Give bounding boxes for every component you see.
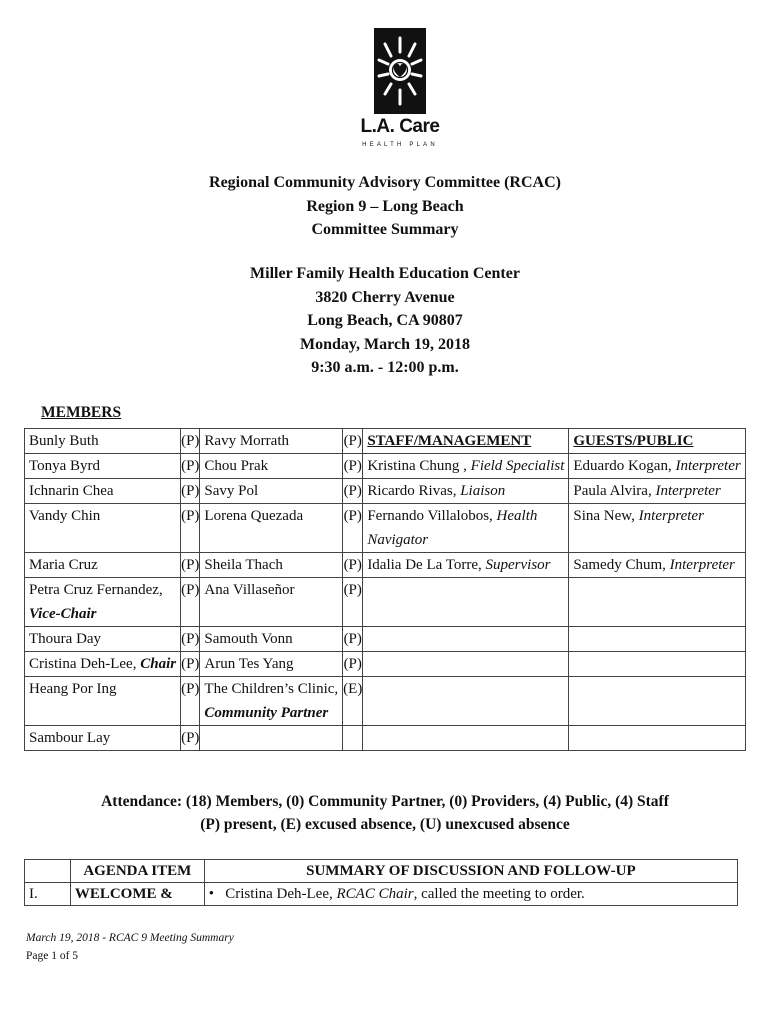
staff-name: Idalia De La Torre, — [367, 557, 482, 573]
member-name: Tonya Byrd — [25, 454, 181, 479]
table-row — [25, 454, 746, 479]
attendance-legend: (P) present, (E) excused absence, (U) unexcused absence — [200, 816, 570, 833]
guest-entry — [569, 553, 745, 578]
footer-title: March 19, 2018 - RCAC 9 Meeting Summary — [26, 932, 234, 944]
staff-role: Health — [496, 508, 538, 524]
summary-role: RCAC Chair — [336, 886, 414, 902]
member-status: (P) — [181, 553, 200, 578]
summary-text: Cristina Deh-Lee, — [225, 886, 333, 902]
member-status: (P) — [343, 479, 363, 504]
guest-name: Samedy Chum, — [573, 557, 666, 573]
table-row — [25, 553, 746, 578]
member-name: Sheila Thach — [200, 553, 343, 578]
staff-role: Supervisor — [485, 557, 551, 573]
attendance-counts: Attendance: (18) Members, (0) Community Partner, (0) Providers, (4) Public, (4) Staff — [101, 793, 669, 810]
staff-name: Ricardo Rivas, — [367, 483, 457, 499]
staff-header: STAFF/MANAGEMENT — [363, 429, 569, 454]
guest-entry — [569, 454, 745, 479]
guest-name: Sina New, — [573, 508, 635, 524]
member-name: Arun Tes Yang — [200, 652, 343, 677]
empty-cell — [569, 677, 745, 726]
guest-role: Interpreter — [675, 458, 741, 474]
empty-cell — [569, 726, 745, 751]
member-name: Bunly Buth — [25, 429, 181, 454]
member-name: Lorena Quezada — [200, 504, 343, 553]
table-row — [25, 429, 746, 454]
member-status: (P) — [343, 429, 363, 454]
table-row — [25, 726, 746, 751]
member-name: Chou Prak — [200, 454, 343, 479]
staff-entry — [363, 479, 569, 504]
document-title — [0, 171, 770, 242]
table-row — [25, 677, 746, 726]
agenda-item: WELCOME & — [70, 883, 204, 906]
address: 3820 Cherry Avenue — [315, 288, 455, 306]
agenda-number: I. — [25, 883, 71, 906]
bullet-icon: • — [208, 886, 215, 902]
summary-text-end: , called the meeting to order. — [413, 886, 585, 902]
staff-role-cont: Navigator — [367, 532, 429, 548]
sun-heart-icon — [360, 26, 440, 116]
title-line-1: Regional Community Advisory Committee (RCAC) — [209, 174, 561, 191]
page-number: Page 1 of 5 — [26, 950, 79, 962]
logo-name: L.A. Care — [360, 116, 440, 137]
meeting-date: Monday, March 19, 2018 — [300, 335, 470, 353]
member-status: (P) — [343, 578, 363, 627]
empty-cell — [569, 627, 745, 652]
empty-cell — [25, 860, 71, 883]
empty-cell — [569, 578, 745, 627]
member-role: Vice-Chair — [29, 606, 97, 622]
staff-role: Liaison — [460, 483, 506, 499]
member-status: (P) — [343, 553, 363, 578]
member-name — [25, 578, 181, 627]
staff-entry — [363, 454, 569, 479]
la-care-logo — [360, 26, 440, 158]
member-name — [200, 677, 343, 726]
staff-entry — [363, 504, 569, 553]
page-footer — [26, 929, 234, 965]
empty-cell — [363, 652, 569, 677]
member-status: (P) — [181, 454, 200, 479]
title-line-3: Committee Summary — [311, 221, 459, 238]
agenda-table — [24, 859, 738, 906]
empty-cell — [363, 627, 569, 652]
guest-role: Interpreter — [638, 508, 704, 524]
guest-entry — [569, 479, 745, 504]
member-status: (P) — [343, 652, 363, 677]
table-row — [25, 883, 738, 906]
member-name: Sambour Lay — [25, 726, 181, 751]
table-row — [25, 627, 746, 652]
table-row — [25, 479, 746, 504]
member-name: Samouth Vonn — [200, 627, 343, 652]
member-name-text: Petra Cruz Fernandez, — [29, 582, 163, 598]
logo-subtitle: HEALTH PLAN — [362, 142, 438, 148]
member-status: (E) — [343, 677, 363, 726]
empty-cell — [200, 726, 343, 751]
member-name-text: Cristina Deh-Lee, — [29, 656, 137, 672]
meeting-location — [0, 262, 770, 380]
summary-header: SUMMARY OF DISCUSSION AND FOLLOW-UP — [204, 860, 737, 883]
guest-entry — [569, 504, 745, 553]
staff-name: Kristina Chung , — [367, 458, 467, 474]
member-status: (P) — [343, 504, 363, 553]
member-status: (P) — [181, 504, 200, 553]
member-status: (P) — [181, 479, 200, 504]
member-status: (P) — [181, 429, 200, 454]
member-status: (P) — [181, 652, 200, 677]
guests-header: GUESTS/PUBLIC — [569, 429, 745, 454]
guest-role: Interpreter — [669, 557, 735, 573]
member-name: Heang Por Ing — [25, 677, 181, 726]
guest-role: Interpreter — [655, 483, 721, 499]
agenda-item-header: AGENDA ITEM — [70, 860, 204, 883]
member-status: (P) — [343, 627, 363, 652]
member-name: Ravy Morrath — [200, 429, 343, 454]
guest-name: Paula Alvira, — [573, 483, 652, 499]
member-status: (P) — [181, 627, 200, 652]
members-title: MEMBERS — [41, 404, 122, 421]
member-name — [25, 652, 181, 677]
member-name: Savy Pol — [200, 479, 343, 504]
member-name: Ana Villaseñor — [200, 578, 343, 627]
empty-cell — [569, 652, 745, 677]
title-line-2: Region 9 – Long Beach — [306, 197, 464, 215]
member-name: Thoura Day — [25, 627, 181, 652]
member-status: (P) — [343, 454, 363, 479]
staff-entry — [363, 553, 569, 578]
staff-name: Fernando Villalobos, — [367, 508, 493, 524]
empty-cell — [363, 578, 569, 627]
member-status: (P) — [181, 726, 200, 751]
empty-cell — [343, 726, 363, 751]
staff-role: Field Specialist — [470, 458, 565, 474]
member-status: (P) — [181, 677, 200, 726]
member-name: Vandy Chin — [25, 504, 181, 553]
member-name-text: The Children’s Clinic, — [204, 681, 339, 697]
city: Long Beach, CA 90807 — [307, 312, 463, 329]
member-role: Community Partner — [204, 705, 329, 721]
table-row — [25, 504, 746, 553]
member-role: Chair — [140, 656, 177, 672]
table-row — [25, 578, 746, 627]
empty-cell — [363, 677, 569, 726]
venue: Miller Family Health Education Center — [250, 265, 520, 282]
attendance-summary — [0, 790, 770, 836]
table-header-row — [25, 860, 738, 883]
meeting-time: 9:30 a.m. - 12:00 p.m. — [311, 359, 459, 376]
empty-cell — [363, 726, 569, 751]
member-name: Maria Cruz — [25, 553, 181, 578]
table-row — [25, 652, 746, 677]
member-status: (P) — [181, 578, 200, 627]
member-name: Ichnarin Chea — [25, 479, 181, 504]
agenda-summary — [204, 883, 737, 906]
members-table — [24, 428, 746, 751]
guest-name: Eduardo Kogan, — [573, 458, 672, 474]
